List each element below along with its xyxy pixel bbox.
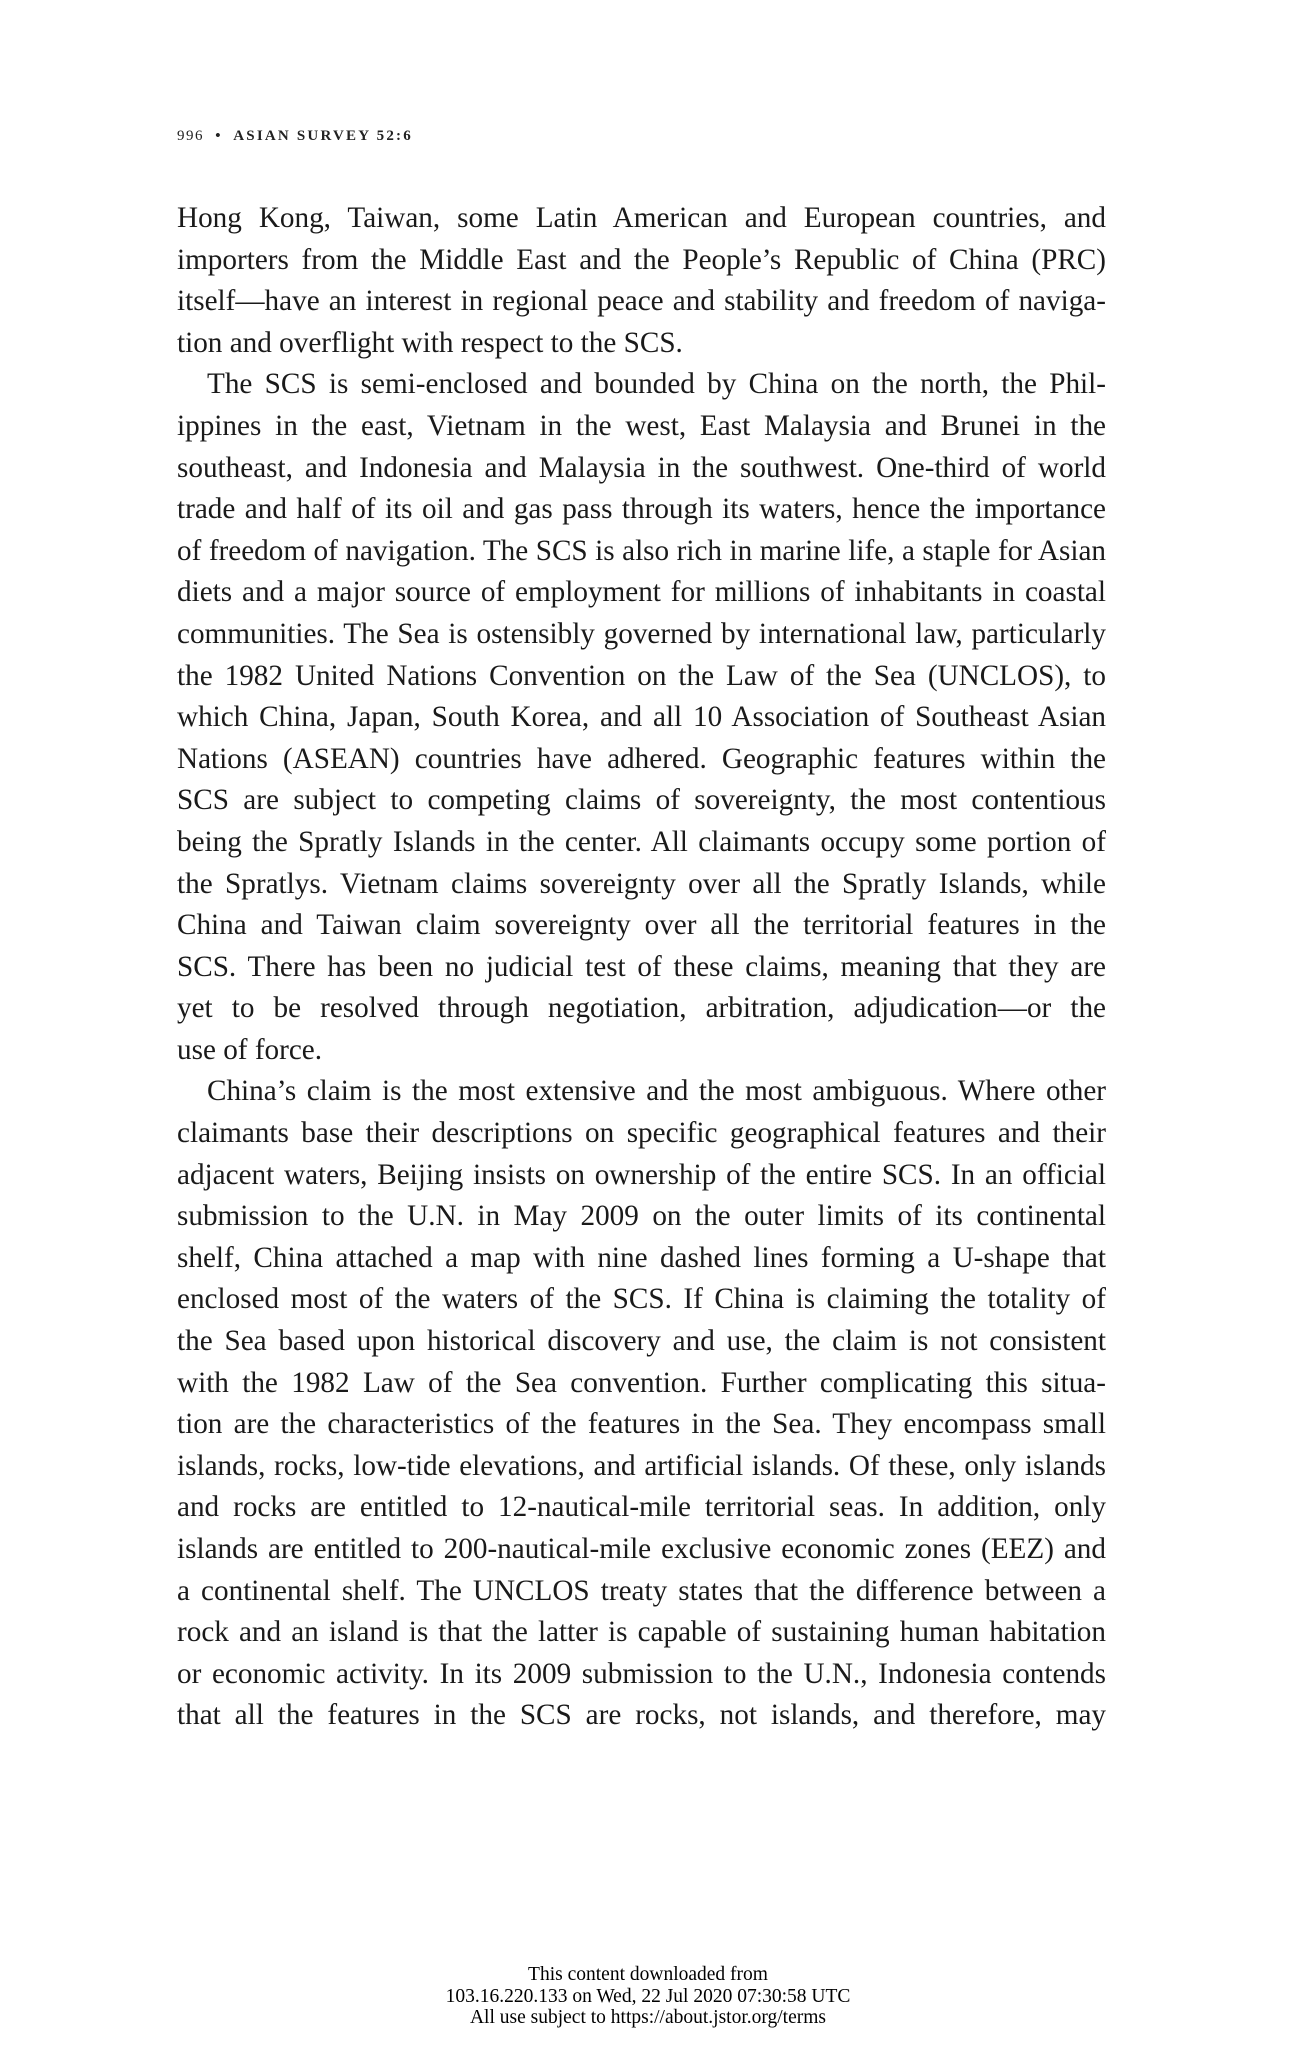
text-line: communities. The Sea is ostensibly governed by international law, particularly [177, 617, 1106, 650]
text-line: rock and an island is that the latter is capable of sustaining human habitation [177, 1616, 1106, 1649]
footer-line-ip-timestamp: 103.16.220.133 on Wed, 22 Jul 2020 07:30:58 UTC [445, 1985, 851, 2007]
text-line: The SCS is semi-enclosed and bounded by China on the north, the Phil- [207, 368, 1106, 401]
text-line: a continental shelf. The UNCLOS treaty states that the difference between a [177, 1574, 1106, 1607]
article-body [177, 198, 1106, 1737]
footer-line-terms: All use subject to https://about.jstor.org/terms [469, 2007, 827, 2028]
header-bullet: • [215, 128, 223, 144]
paragraph-1 [177, 198, 1106, 364]
text-line: enclosed most of the waters of the SCS. If China is claiming the totality of [177, 1283, 1106, 1316]
text-line: Nations (ASEAN) countries have adhered. Geographic features within the [177, 742, 1106, 775]
text-line: China’s claim is the most extensive and the most ambiguous. Where other [207, 1075, 1106, 1108]
running-header [177, 128, 413, 145]
journal-title: ASIAN SURVEY 52:6 [233, 128, 413, 144]
text-line: islands are entitled to 200-nautical-mile exclusive economic zones (EEZ) and [177, 1533, 1106, 1565]
text-line: the Spratlys. Vietnam claims sovereignty over all the Spratly Islands, while [177, 867, 1106, 900]
text-line: tion are the characteristics of the features in the Sea. They encompass small [177, 1408, 1106, 1441]
text-line: use of force. [177, 1033, 323, 1066]
text-line: SCS are subject to competing claims of sovereignty, the most contentious [177, 784, 1106, 817]
text-line: trade and half of its oil and gas pass through its waters, hence the importance [177, 493, 1106, 526]
paragraph-3 [177, 1071, 1106, 1737]
text-line: submission to the U.N. in May 2009 on the outer limits of its continental [177, 1200, 1106, 1233]
text-line: being the Spratly Islands in the center. All claimants occupy some portion of [177, 825, 1106, 858]
text-line: and rocks are entitled to 12-nautical-mile territorial seas. In addition, only [177, 1491, 1106, 1524]
text-line: claimants base their descriptions on specific geographical features and their [177, 1117, 1106, 1150]
text-line: tion and overflight with respect to the SCS. [177, 326, 683, 359]
text-line: of freedom of navigation. The SCS is also rich in marine life, a staple for Asian [177, 534, 1106, 567]
text-line: SCS. There has been no judicial test of these claims, meaning that they are [177, 950, 1106, 983]
footer-line-downloaded: This content downloaded from [528, 1964, 768, 1985]
text-line: or economic activity. In its 2009 submission to the U.N., Indonesia contends [177, 1657, 1106, 1690]
text-line: importers from the Middle East and the People’s Republic of China (PRC) [177, 243, 1106, 276]
text-line: with the 1982 Law of the Sea convention. Further complicating this situa- [177, 1366, 1106, 1399]
text-line: diets and a major source of employment for millions of inhabitants in coastal [177, 576, 1106, 609]
text-line: southeast, and Indonesia and Malaysia in the southwest. One-third of world [177, 451, 1106, 484]
text-line: shelf, China attached a map with nine dashed lines forming a U-shape that [177, 1241, 1106, 1274]
text-line: Hong Kong, Taiwan, some Latin American and European countries, and [177, 202, 1106, 234]
text-line: islands, rocks, low-tide elevations, and artificial islands. Of these, only islands [177, 1449, 1106, 1482]
text-line: the Sea based upon historical discovery and use, the claim is not consistent [177, 1325, 1106, 1358]
text-line: which China, Japan, South Korea, and all 10 Association of Southeast Asian [177, 701, 1106, 734]
paragraph-2 [177, 364, 1106, 1071]
download-notice-footer [0, 1964, 1296, 2029]
text-line: itself—have an interest in regional peace and stability and freedom of naviga- [177, 285, 1106, 318]
text-line: ippines in the east, Vietnam in the west, East Malaysia and Brunei in the [177, 409, 1106, 442]
text-line: adjacent waters, Beijing insists on ownership of the entire SCS. In an official [177, 1158, 1106, 1191]
text-line: China and Taiwan claim sovereignty over all the territorial features in the [177, 909, 1106, 942]
text-line: that all the features in the SCS are rocks, not islands, and therefore, may [177, 1699, 1106, 1732]
text-line: yet to be resolved through negotiation, arbitration, adjudication—or the [177, 992, 1106, 1025]
text-line: the 1982 United Nations Convention on the Law of the Sea (UNCLOS), to [177, 659, 1106, 692]
page-number: 996 [177, 128, 204, 144]
